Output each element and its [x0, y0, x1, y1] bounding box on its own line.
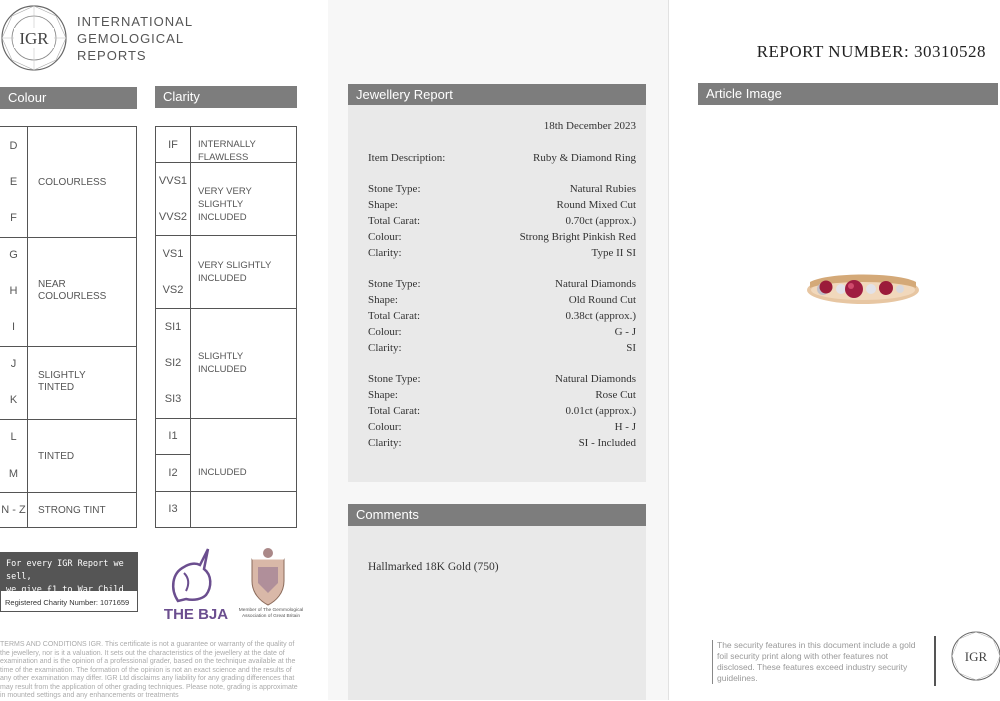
divider	[156, 491, 296, 492]
charity-number: Registered Charity Number: 1071659	[5, 598, 130, 607]
colour-grade: J	[10, 358, 17, 370]
ruby-stone	[820, 281, 833, 294]
colour-group-label: COLOURLESS	[38, 177, 107, 188]
clarity-grade: I1	[168, 430, 178, 442]
clarity-grade: VS1	[162, 248, 184, 260]
clarity-grade: VVS2	[158, 211, 188, 223]
logo-text: IGR	[19, 29, 49, 48]
clarity-grade: VVS1	[158, 175, 188, 187]
divider	[156, 235, 296, 236]
divider	[0, 492, 136, 493]
colour-grade: H	[9, 285, 18, 297]
gem-association-caption: Member of The Gemmological Association of Great Britain	[238, 608, 304, 619]
clarity-grade: I3	[168, 503, 178, 515]
comments-text: Hallmarked 18K Gold (750)	[368, 561, 499, 573]
grading-scales-panel	[0, 0, 328, 700]
divider	[156, 308, 296, 309]
clarity-grade: I2	[168, 467, 178, 479]
item-description-value: Ruby & Diamond Ring	[533, 152, 636, 164]
divider	[0, 419, 136, 420]
ring-image	[798, 258, 928, 314]
divider	[156, 418, 296, 419]
divider	[0, 346, 136, 347]
colour-grade: E	[9, 176, 18, 188]
clarity-scale-table	[155, 126, 297, 528]
clarity-header: Clarity	[155, 86, 297, 108]
item-description-label: Item Description:	[368, 152, 446, 164]
brand-name: INTERNATIONAL GEMOLOGICAL REPORTS	[77, 14, 194, 63]
colour-grade-column	[0, 127, 28, 527]
jewellery-report-header: Jewellery Report	[348, 84, 646, 106]
colour-group-label: NEAR COLOURLESS	[38, 279, 107, 302]
gemmological-crest-icon	[244, 545, 292, 609]
colour-group-label: TINTED	[38, 451, 75, 462]
clarity-grade: SI3	[164, 393, 182, 405]
security-notice: The security features in this document include a gold foil security print along with other features not disclosed. These features exceed industry security guidelines.	[712, 640, 927, 684]
clarity-grade: VS2	[162, 284, 184, 296]
logo-text: IGR	[964, 649, 988, 664]
divider	[934, 636, 936, 686]
clarity-group-label: VERY VERY SLIGHTLY INCLUDED	[198, 186, 252, 223]
jewellery-report-body: 18th December 2023 Item Description: Ruby & Diamond Ring Stone Type: Natural Rubies Shape: Round Mixed Cut Total Carat: 0.70ct (approx.) Colour: Strong Bright Pinkish Red Clarity: Type II SI Stone Type: Natural Diamonds Shape: Old Round Cut Total Carat: 0.38ct (approx.) Colour: G - J Clarity: SI Stone Type: Natural Diamonds Shape: Rose Cut Total Carat: 0.01ct (approx.) Colour: H - J Clarity: SI - Included	[348, 105, 646, 482]
colour-grade: D	[9, 140, 18, 152]
colour-grade: N - Z	[1, 504, 26, 516]
report-number: REPORT NUMBER: 30310528	[756, 42, 986, 61]
clarity-grade: SI2	[164, 357, 182, 369]
clarity-group-label: VERY SLIGHTLY INCLUDED	[198, 260, 272, 284]
report-date: 18th December 2023	[543, 120, 636, 132]
comments-body	[348, 526, 646, 700]
charity-box	[0, 552, 138, 612]
divider	[0, 237, 136, 238]
divider	[156, 454, 191, 455]
comments-header: Comments	[348, 504, 646, 526]
igr-logo-small	[950, 630, 1000, 682]
charity-message: For every IGR Report we sell, we give £1 to War Child	[1, 553, 137, 591]
colour-grade: I	[11, 321, 16, 333]
diamond-stone	[866, 284, 876, 294]
diamond-stone	[836, 284, 846, 294]
clarity-group-label: INCLUDED	[198, 467, 247, 478]
ruby-stone	[879, 281, 893, 295]
colour-grade: G	[9, 249, 18, 261]
colour-grade: L	[10, 431, 17, 443]
colour-grade: M	[8, 468, 19, 480]
bja-unicorn-logo	[160, 543, 230, 623]
colour-group-label: SLIGHTLY TINTED	[38, 370, 86, 393]
terms-and-conditions: TERMS AND CONDITIONS IGR. This certificate is not a guarantee or warranty of the quality of the jewellery, nor is it a valuation. It sets out the characteristics of the jewellery at the date of examination and is the opinion of a professional grader, based on the technique available at the time of the examination. The formation of the opinion is not an exact science and the results of any other examination may differ. IGR Ltd disclaims any liability for any grading differences that may result from the application of other grading techniques. Please note, grading is approximate in mounted settings and any enhancements or treatments	[0, 641, 298, 699]
colour-header: Colour	[0, 87, 137, 109]
divider	[190, 127, 191, 527]
colour-grade: K	[9, 394, 18, 406]
article-panel	[668, 0, 1000, 700]
ruby-stone	[845, 280, 863, 298]
clarity-grade: IF	[168, 139, 178, 151]
igr-logo	[0, 4, 68, 72]
colour-group-label: STRONG TINT	[38, 505, 106, 516]
clarity-group-label: INTERNALLY FLAWLESS	[198, 139, 256, 163]
diamond-stone	[896, 285, 904, 293]
bja-text: THE BJA	[163, 606, 229, 623]
clarity-grade: SI1	[164, 321, 182, 333]
article-image-header: Article Image	[698, 83, 998, 105]
colour-scale-table	[0, 126, 137, 528]
clarity-group-label: SLIGHTLY INCLUDED	[198, 351, 247, 375]
colour-grade: F	[10, 212, 17, 224]
